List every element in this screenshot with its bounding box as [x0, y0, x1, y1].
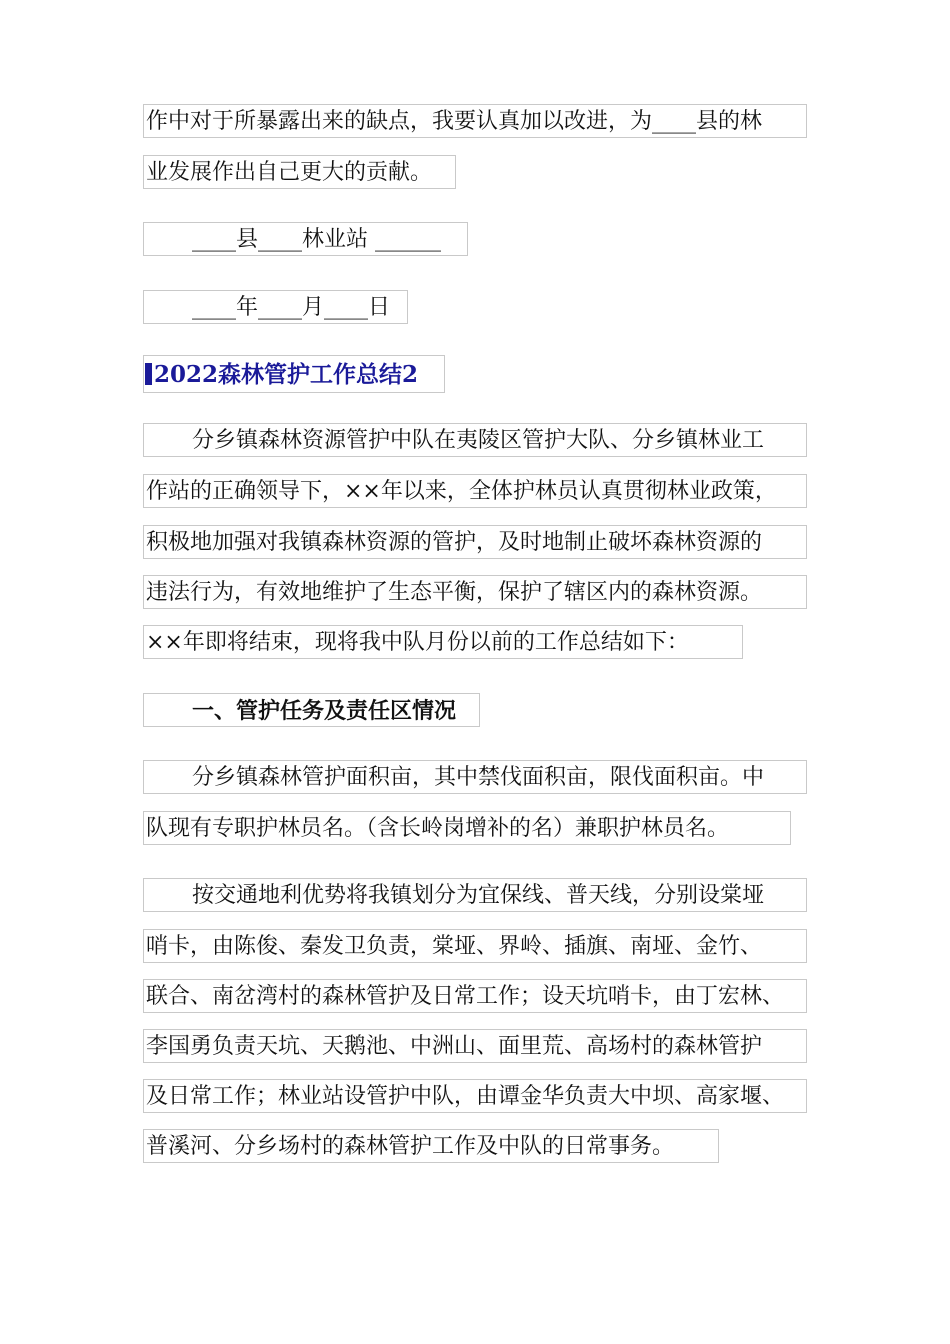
- paragraph-line: 作站的正确领导下，××年以来，全体护林员认真贯彻林业政策，: [143, 474, 807, 508]
- section-title: [143, 355, 445, 393]
- paragraph-line: 违法行为，有效地维护了生态平衡，保护了辖区内的森林资源。: [143, 575, 807, 609]
- paragraph-line: 及日常工作；林业站设管护中队，由谭金华负责大中坝、高家堰、: [143, 1079, 807, 1113]
- signature-date-line: ____年____月____日: [143, 290, 408, 324]
- paragraph-line: 哨卡，由陈俊、秦发卫负责，棠垭、界岭、插旗、南垭、金竹、: [143, 929, 807, 963]
- signature-org-line: ____县____林业站 ______: [143, 222, 468, 256]
- paragraph-line: 普溪河、分乡场村的森林管护工作及中队的日常事务。: [143, 1129, 719, 1163]
- paragraph-line: 分乡镇森林资源管护中队在夷陵区管护大队、分乡镇林业工: [143, 423, 807, 457]
- paragraph-line: 作中对于所暴露出来的缺点，我要认真加以改进，为____县的林: [143, 104, 807, 138]
- paragraph-line: 积极地加强对我镇森林资源的管护，及时地制止破坏森林资源的: [143, 525, 807, 559]
- paragraph-line: ××年即将结束，现将我中队月份以前的工作总结如下：: [143, 625, 743, 659]
- paragraph-line: 按交通地利优势将我镇划分为宜保线、普天线，分别设棠垭: [143, 878, 807, 912]
- paragraph-line: 队现有专职护林员名。（含长岭岗增补的名）兼职护林员名。: [143, 811, 791, 845]
- paragraph-line: 分乡镇森林管护面积亩，其中禁伐面积亩，限伐面积亩。中: [143, 760, 807, 794]
- paragraph-line: 业发展作出自己更大的贡献。: [143, 155, 456, 189]
- subsection-heading: 一、管护任务及责任区情况: [143, 693, 480, 727]
- paragraph-line: 李国勇负责天坑、天鹅池、中洲山、面里荒、高场村的森林管护: [143, 1029, 807, 1063]
- paragraph-line: 联合、南岔湾村的森林管护及日常工作；设天坑哨卡，由丁宏林、: [143, 979, 807, 1013]
- heading-marker: [145, 363, 152, 385]
- section-title-text: 2022森林管护工作总结2: [154, 361, 419, 388]
